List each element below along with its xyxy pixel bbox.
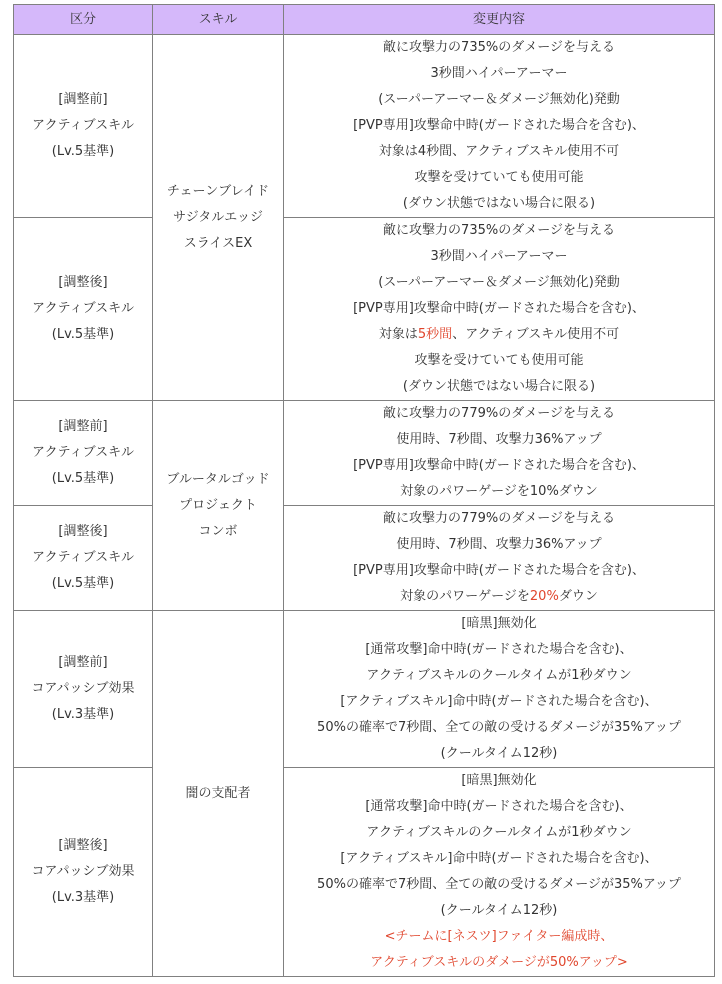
table-row (14, 506, 715, 611)
change-line: 対象は4秒間、アクティブスキル使用不可 (378, 144, 620, 159)
change-line: [アクティブスキル]命中時(ガードされた場合を含む)、 (340, 851, 658, 866)
change-text: 対象のパワーゲージを (400, 589, 530, 604)
change-line: アクティブスキルのクールタイムが1秒ダウン (366, 825, 632, 840)
change-line: アクティブスキルのクールタイムが1秒ダウン (366, 668, 632, 683)
category-type: アクティブスキル (32, 118, 134, 133)
skill-name-line: チェーンブレイド (166, 183, 270, 199)
change-line: 50%の確率で7秒間、全ての敵の受けるダメージが35%アップ (317, 720, 681, 735)
change-line: [アクティブスキル]命中時(ガードされた場合を含む)、 (340, 694, 658, 709)
change-line: (クールタイム12秒) (440, 903, 558, 918)
category-level: (Lv.5基準) (51, 144, 115, 159)
change-text: 、アクティブスキル使用不可 (452, 327, 620, 342)
new-effect-highlight: <チームに[ネスツ]ファイター編成時、 (384, 929, 614, 944)
skill-name-cell (153, 35, 284, 401)
header-category: 区分 (14, 5, 153, 35)
skill-name-cell (153, 611, 284, 977)
category-cell (14, 35, 153, 218)
header-row (14, 5, 715, 35)
category-level: (Lv.3基準) (51, 890, 115, 905)
changed-value-highlight: 5秒間 (417, 327, 453, 342)
change-line: [暗黒]無効化 (461, 616, 537, 631)
table-row (14, 611, 715, 768)
category-type: アクティブスキル (32, 445, 134, 460)
category-level: (Lv.5基準) (51, 576, 115, 591)
change-line: 50%の確率で7秒間、全ての敵の受けるダメージが35%アップ (317, 877, 681, 892)
change-line: (ダウン状態ではない場合に限る) (402, 196, 596, 211)
header-skill: スキル (153, 5, 284, 35)
skill-change-table (13, 4, 715, 977)
table-row (14, 768, 715, 977)
category-level: (Lv.5基準) (51, 327, 115, 342)
change-line: [PVP専用]攻撃命中時(ガードされた場合を含む)、 (353, 458, 645, 473)
skill-name-line: サジタルエッジ (173, 209, 263, 225)
category-cell (14, 506, 153, 611)
change-line: 使用時、7秒間、攻撃力36%アップ (396, 537, 602, 552)
header-changes: 変更内容 (284, 5, 715, 35)
change-line: 敵に攻撃力の735%のダメージを与える (383, 223, 615, 238)
category-level: (Lv.3基準) (51, 707, 115, 722)
skill-name-line: スライスEX (183, 235, 253, 251)
changes-cell (284, 35, 715, 218)
new-effect-highlight: アクティブスキルのダメージが50%アップ> (370, 955, 628, 970)
table-row (14, 218, 715, 401)
skill-name-line: コンボ (198, 523, 238, 539)
skill-name-cell (153, 401, 284, 611)
category-status: [調整前] (58, 419, 108, 434)
category-status: [調整前] (58, 655, 108, 670)
changes-cell (284, 401, 715, 506)
category-status: [調整前] (58, 92, 108, 107)
change-line: 攻撃を受けていても使用可能 (414, 170, 584, 185)
change-line: 3秒間ハイパーアーマー (430, 249, 568, 264)
category-status: [調整後] (58, 275, 108, 290)
change-line: 敵に攻撃力の779%のダメージを与える (383, 511, 615, 526)
skill-name-line: 闇の支配者 (185, 785, 251, 801)
change-line: (スーパーアーマー＆ダメージ無効化)発動 (378, 92, 620, 107)
changed-value-highlight: 20% (529, 589, 559, 604)
category-cell (14, 768, 153, 977)
change-text: 対象は (378, 327, 418, 342)
category-cell (14, 611, 153, 768)
change-line: 攻撃を受けていても使用可能 (414, 353, 584, 368)
skill-name-line: プロジェクト (179, 497, 257, 513)
table-row (14, 35, 715, 218)
change-line: [通常攻撃]命中時(ガードされた場合を含む)、 (365, 642, 633, 657)
change-line: 使用時、7秒間、攻撃力36%アップ (396, 432, 602, 447)
category-type: コアパッシブ効果 (31, 681, 135, 696)
skill-name-line: ブルータルゴッド (166, 471, 270, 487)
change-text: ダウン (558, 589, 598, 604)
category-cell (14, 401, 153, 506)
change-line: (クールタイム12秒) (440, 746, 558, 761)
change-line: 敵に攻撃力の735%のダメージを与える (383, 40, 615, 55)
changes-cell (284, 611, 715, 768)
table-row (14, 401, 715, 506)
category-type: コアパッシブ効果 (31, 864, 135, 879)
category-status: [調整後] (58, 524, 108, 539)
change-line: [PVP専用]攻撃命中時(ガードされた場合を含む)、 (353, 301, 645, 316)
change-line: [PVP専用]攻撃命中時(ガードされた場合を含む)、 (353, 563, 645, 578)
category-type: アクティブスキル (32, 301, 134, 316)
category-level: (Lv.5基準) (51, 471, 115, 486)
changes-cell (284, 218, 715, 401)
change-line: [通常攻撃]命中時(ガードされた場合を含む)、 (365, 799, 633, 814)
change-line: [PVP専用]攻撃命中時(ガードされた場合を含む)、 (353, 118, 645, 133)
change-line: 対象のパワーゲージを10%ダウン (400, 484, 598, 499)
category-status: [調整後] (58, 838, 108, 853)
changes-cell (284, 506, 715, 611)
change-line: (ダウン状態ではない場合に限る) (402, 379, 596, 394)
change-line: 3秒間ハイパーアーマー (430, 66, 568, 81)
change-line-highlighted (288, 584, 710, 610)
changes-cell (284, 768, 715, 977)
change-line: [暗黒]無効化 (461, 773, 537, 788)
change-line-highlighted (288, 322, 710, 348)
change-line: 敵に攻撃力の779%のダメージを与える (383, 406, 615, 421)
category-cell (14, 218, 153, 401)
category-type: アクティブスキル (32, 550, 134, 565)
change-line: (スーパーアーマー＆ダメージ無効化)発動 (378, 275, 620, 290)
